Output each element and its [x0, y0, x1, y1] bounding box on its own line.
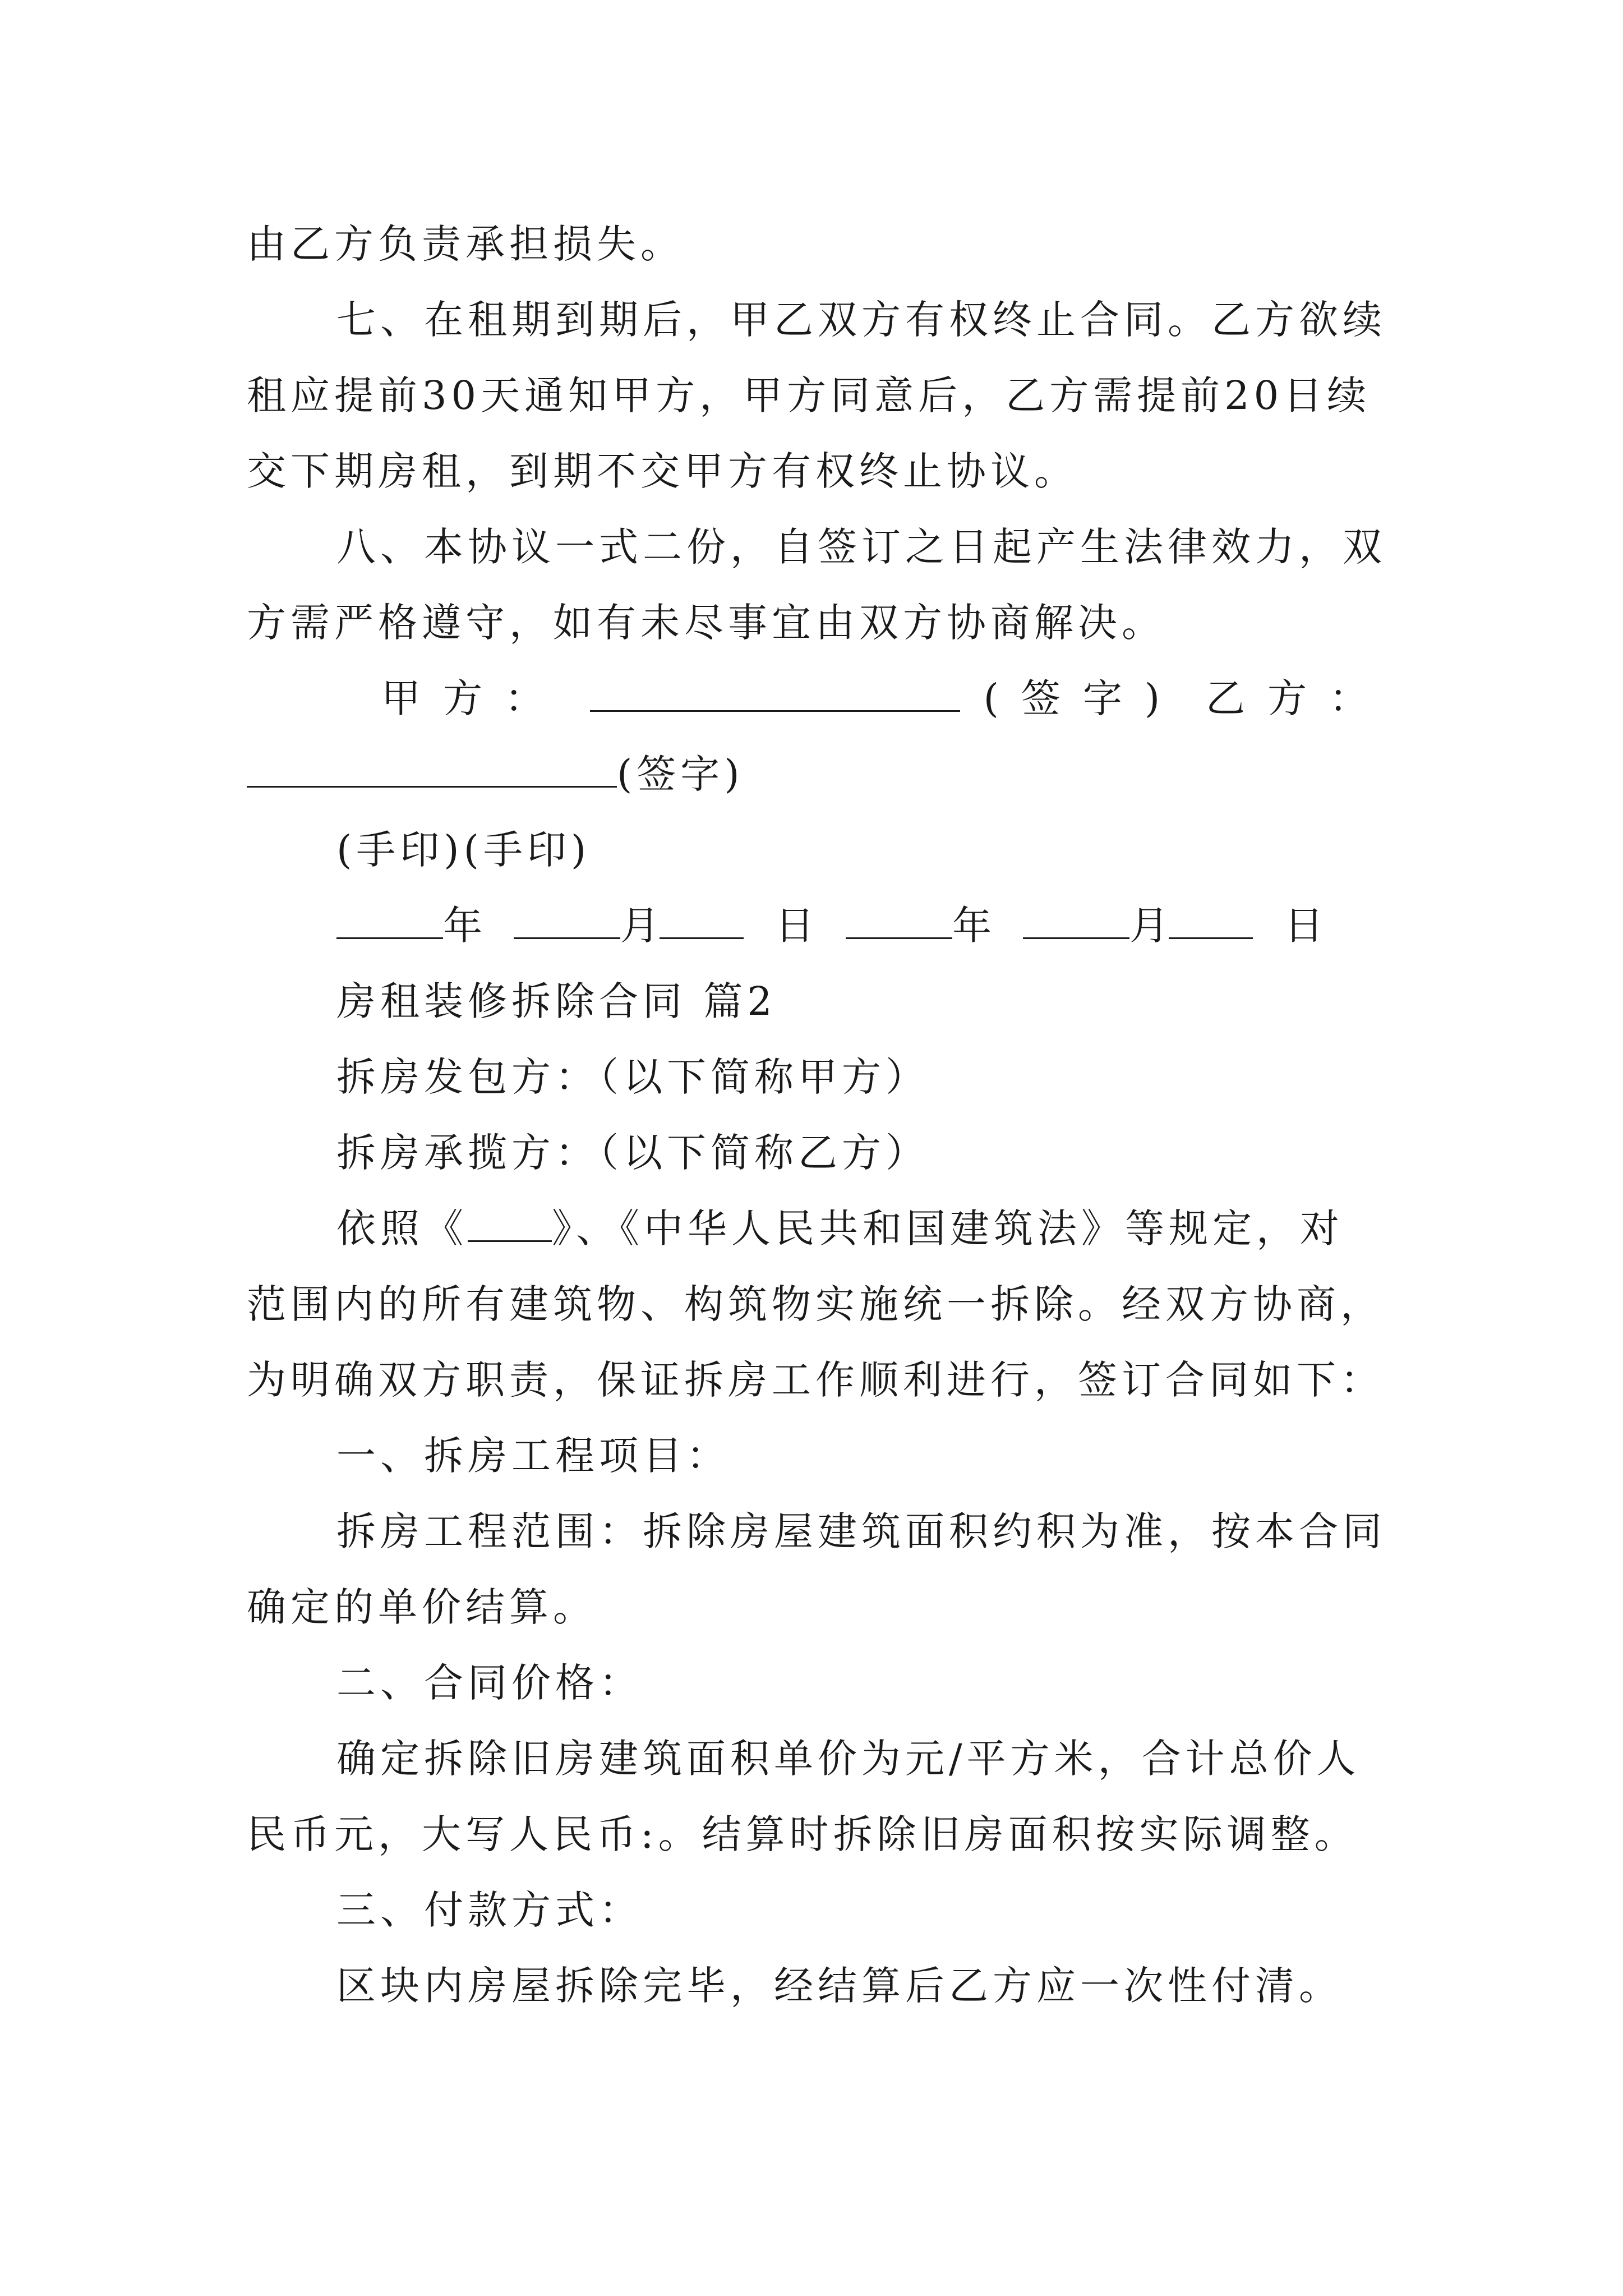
handprint-line: (手印)(手印): [336, 827, 591, 873]
text-line: 交下期房租，到期不交甲方有权终止协议。: [247, 448, 1078, 494]
month-label: 月: [1129, 903, 1169, 949]
text-fragment: 依照《: [336, 1205, 468, 1251]
day-label: 日: [775, 903, 814, 949]
law-name-blank: [468, 1201, 552, 1242]
section-title: 房租装修拆除合同 篇2: [336, 978, 777, 1024]
date-a-month: [514, 898, 744, 954]
text-line: 确定的单价结算。: [247, 1584, 597, 1630]
text-line: 区块内房屋拆除完毕，经结算后乙方应一次性付清。: [336, 1963, 1343, 2009]
text-line: 拆房承揽方：（以下简称乙方）: [336, 1130, 929, 1176]
text-line: 拆房发包方：（以下简称甲方）: [336, 1054, 929, 1100]
date-a: [336, 898, 482, 954]
signature-row: [381, 670, 1391, 726]
text-line: 租应提前30天通知甲方，甲方同意后，乙方需提前20日续: [247, 372, 1371, 418]
text-line: 由乙方负责承担损失。: [247, 221, 684, 267]
text-fragment: 》、《中华人民共和国建筑法》等规定，对: [552, 1205, 1344, 1251]
date-b: [846, 898, 992, 954]
date-b-month: [1023, 898, 1253, 954]
text-line: 范围内的所有建筑物、构筑物实施统一拆除。经双方协商，: [247, 1281, 1384, 1327]
day-blank: [660, 898, 744, 939]
text-line: 二、合同价格：: [336, 1660, 643, 1706]
party-b-label: 乙方：: [1205, 675, 1391, 721]
date-row: [336, 898, 1324, 954]
month-blank: [1023, 898, 1129, 939]
signature-row-2: [247, 746, 1391, 802]
year-label: 年: [952, 903, 992, 949]
text-line: 七、在租期到期后，甲乙双方有权终止合同。乙方欲续: [336, 297, 1386, 343]
year-blank: [336, 898, 443, 939]
party-a-signature-blank: [590, 671, 960, 712]
text-line: 一、拆房工程项目：: [336, 1433, 730, 1479]
text-line: 八、本协议一式二份，自签订之日起产生法律效力，双: [336, 524, 1386, 570]
text-line: 确定拆除旧房建筑面积单价为元/平方米，合计总价人: [336, 1736, 1361, 1782]
text-line: 三、付款方式：: [336, 1887, 643, 1933]
party-a-label: 甲方：: [381, 675, 566, 721]
text-line: 为明确双方职责，保证拆房工作顺利进行，签订合同如下：: [247, 1357, 1384, 1403]
text-line: [336, 1200, 1391, 1257]
text-line: 方需严格遵守，如有未尽事宜由双方协商解决。: [247, 600, 1165, 646]
party-b-sign-note: (签字): [617, 751, 744, 797]
text-line: 拆房工程范围：拆除房屋建筑面积约积为准，按本合同: [336, 1508, 1386, 1554]
month-blank: [514, 898, 620, 939]
text-line: 民币元，大写人民币:。结算时拆除旧房面积按实际调整。: [247, 1811, 1358, 1857]
month-label: 月: [620, 903, 660, 949]
day-label: 日: [1284, 903, 1324, 949]
year-label: 年: [443, 903, 482, 949]
party-a-sign-note: (签字): [983, 675, 1183, 721]
year-blank: [846, 898, 952, 939]
party-b-signature-blank: [247, 747, 617, 788]
day-blank: [1169, 898, 1253, 939]
